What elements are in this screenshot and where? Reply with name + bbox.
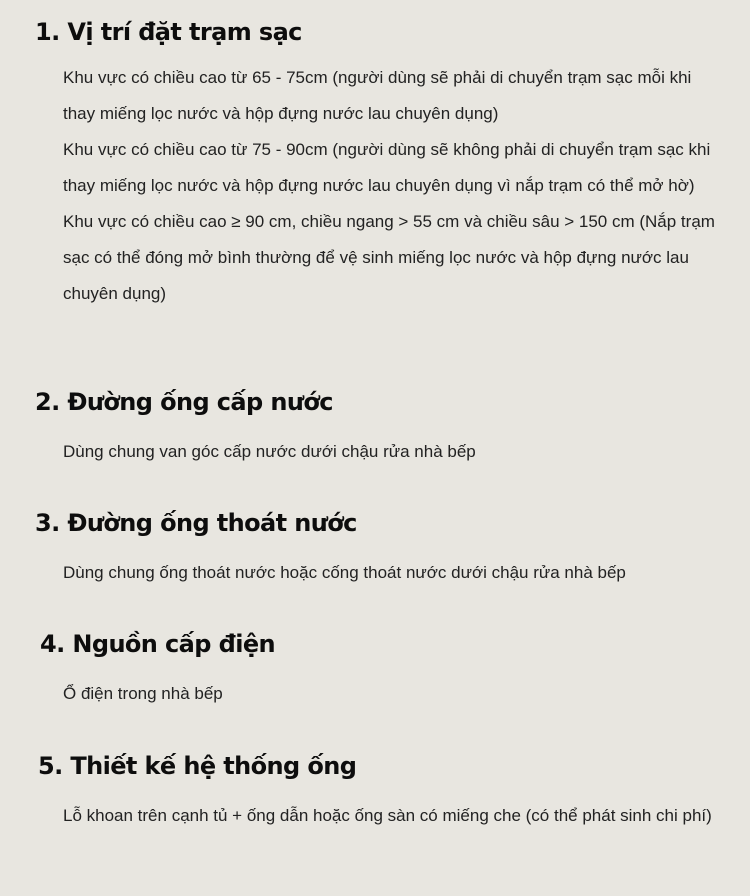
section-heading: 2. Đường ống cấp nước (35, 388, 333, 416)
paragraph: Khu vực có chiều cao từ 65 - 75cm (người dùng sẽ phải di chuyển trạm sạc mỗi khi thay miếng lọc nước và hộp đựng nước lau chuyên dụng) (63, 68, 692, 123)
paragraph: Khu vực có chiều cao từ 75 - 90cm (người dùng sẽ không phải di chuyển trạm sạc khi thay miếng lọc nước và hộp đựng nước lau chuyên dụng vì nắp trạm có thể mở hờ) (63, 140, 711, 195)
section-body (63, 798, 728, 834)
section-body (63, 60, 728, 312)
section-body (63, 676, 728, 712)
section-heading: 1. Vị trí đặt trạm sạc (35, 18, 302, 46)
paragraph: Dùng chung ống thoát nước hoặc cống thoát nước dưới chậu rửa nhà bếp (63, 563, 626, 582)
section-heading: 5. Thiết kế hệ thống ống (38, 752, 357, 780)
section-body (63, 434, 728, 470)
section-body (63, 555, 728, 591)
paragraph: Dùng chung van góc cấp nước dưới chậu rửa nhà bếp (63, 442, 476, 461)
paragraph: Lỗ khoan trên cạnh tủ + ống dẫn hoặc ống sàn có miếng che (có thể phát sinh chi phí) (63, 806, 712, 825)
paragraph: Ổ điện trong nhà bếp (63, 684, 223, 703)
paragraph: Khu vực có chiều cao ≥ 90 cm, chiều ngang > 55 cm và chiều sâu > 150 cm (Nắp trạm sạc có thể đóng mở bình thường để vệ sinh miếng lọc nước và hộp đựng nước lau chuyên dụng) (63, 212, 715, 303)
section-heading: 4. Nguồn cấp điện (40, 630, 275, 658)
section-heading: 3. Đường ống thoát nước (35, 509, 357, 537)
